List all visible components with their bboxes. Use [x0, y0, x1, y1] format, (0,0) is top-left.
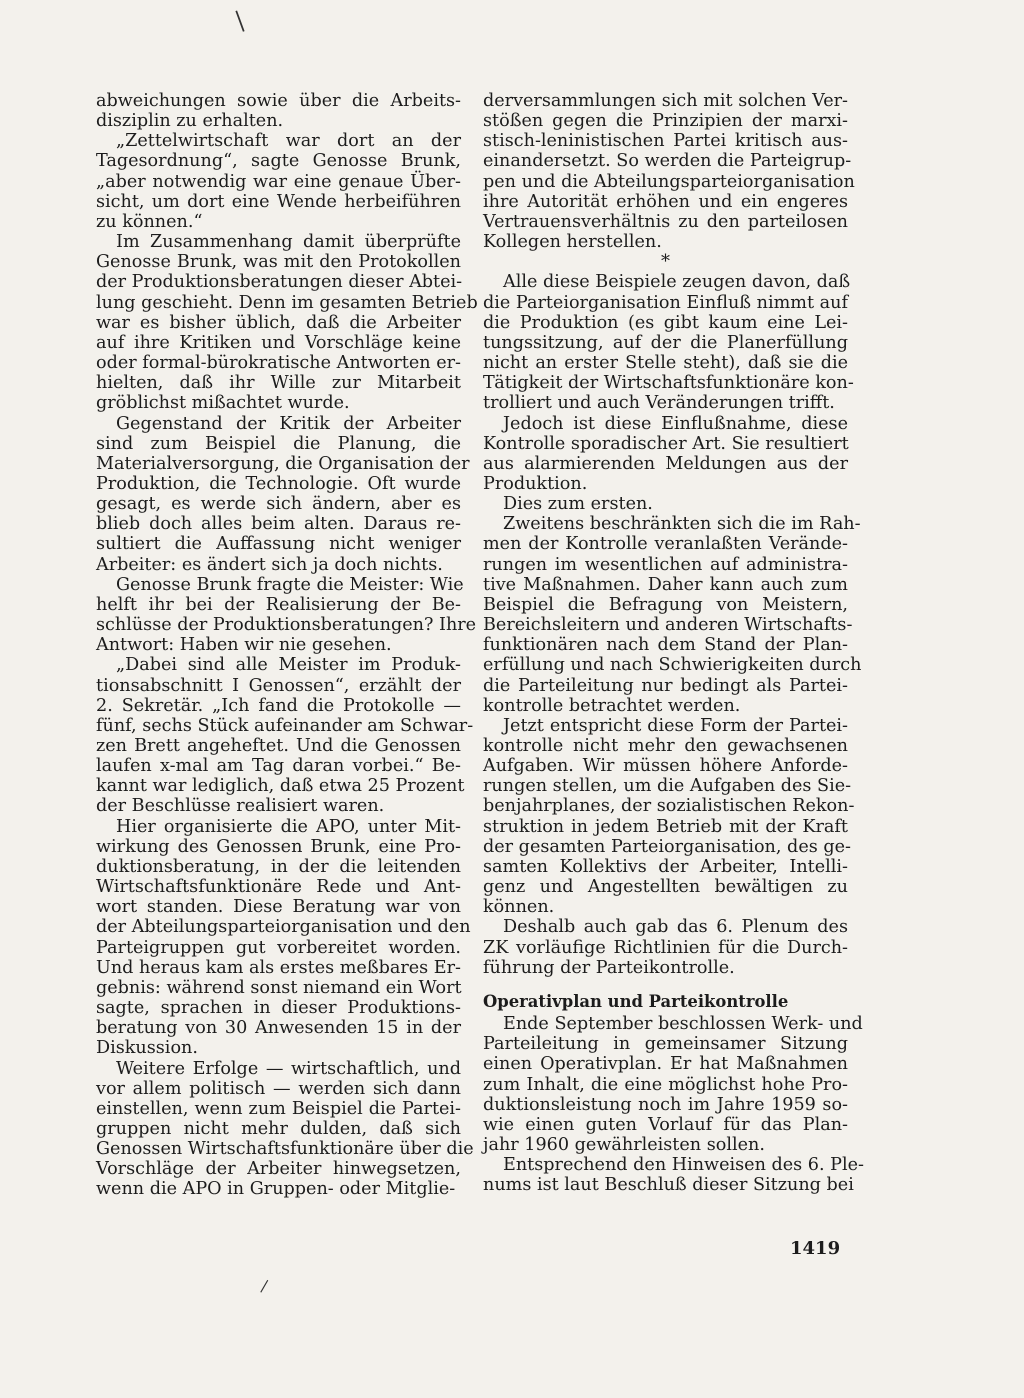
paragraph [96, 816, 471, 1059]
paragraph [483, 494, 848, 514]
text-line: Entsprechend den Hinweisen des 6. Ple- [503, 1155, 864, 1176]
text-line: Produktion. [483, 473, 588, 494]
text-line: benjahrplanes, der sozialistischen Rekon- [483, 796, 855, 817]
text-line: Jetzt entspricht diese Form der Partei- [503, 715, 848, 736]
text-line: sind zum Beispiel die Planung, die [96, 433, 461, 454]
text-line: laufen x-mal am Tag daran vorbei.“ Be- [96, 756, 461, 777]
text-line: stisch-leninistischen Partei kritisch aus- [483, 131, 848, 152]
text-line: Jedoch ist diese Einflußnahme, diese [503, 413, 848, 434]
text-line: schlüsse der Produktionsberatungen? Ihre [96, 615, 477, 636]
paragraph [96, 413, 470, 575]
text-line: beratung von 30 Anwesenden 15 in der [96, 1018, 461, 1039]
text-line: duktionsleistung noch im Jahre 1959 so- [483, 1094, 848, 1115]
paragraph [96, 1058, 474, 1200]
text-line: stößen gegen die Prinzipien der marxi- [483, 111, 848, 132]
text-line: rungen stellen, um die Aufgaben des Sie- [483, 776, 852, 797]
text-line: zu können.“ [96, 211, 203, 232]
text-line: Kontrolle sporadischer Art. Sie resultiert [483, 433, 849, 454]
text-line: Genosse Brunk, was mit den Protokollen [96, 252, 461, 273]
paragraph [483, 272, 854, 414]
text-line: der gesamten Parteiorganisation, des ge- [483, 836, 851, 857]
text-line: kontrolle nicht mehr den gewachsenen [483, 736, 848, 756]
text-line: Kollegen herstellen. [483, 232, 662, 253]
text-line: „Dabei sind alle Meister im Produk- [116, 655, 461, 676]
text-line: „Zettelwirtschaft war dort an der [116, 131, 461, 152]
text-line: sultiert die Auffassung nicht weniger [96, 534, 461, 555]
text-line: der Produktionsberatungen dieser Abtei- [96, 272, 463, 293]
text-line: gesagt, es werde sich ändern, aber es [96, 494, 461, 515]
text-line: Weitere Erfolge — wirtschaftlich, und [116, 1058, 461, 1079]
text-line: men der Kontrolle veranlaßten Verände- [483, 534, 848, 555]
text-line: duktionsberatung, in der die leitenden [96, 856, 461, 877]
text-line: Im Zusammenhang damit überprüfte [116, 232, 461, 253]
paragraph [96, 131, 461, 232]
paragraph [96, 574, 477, 656]
text-line: 2. Sekretär. „Ich fand die Protokolle — [96, 695, 461, 716]
text-line: können. [483, 897, 555, 918]
text-line: einandersetzt. So werden die Parteigrup- [483, 151, 852, 172]
paragraph [96, 91, 461, 131]
text-line: erfüllung und nach Schwierigkeiten durch [483, 655, 862, 676]
text-line: Tätigkeit der Wirtschaftsfunktionäre kon- [483, 373, 854, 394]
text-line: wort standen. Diese Beratung war von [96, 897, 461, 918]
paragraph [96, 232, 478, 414]
text-line: die Produktion (es gibt kaum eine Lei- [483, 312, 848, 333]
text-line: einstellen, wenn zum Beispiel die Partei- [96, 1098, 461, 1119]
text-line: Tagesordnung“, sagte Genosse Brunk, [96, 151, 461, 172]
text-line: die Parteileitung nur bedingt als Partei- [483, 675, 848, 696]
text-line: Arbeiter: es ändert sich ja doch nichts. [96, 554, 443, 575]
text-line: sicht, um dort eine Wende herbeiführen [96, 191, 461, 212]
text-line: Hier organisierte die APO, unter Mit- [116, 816, 461, 837]
text-line: samten Kollektivs der Arbeiter, Intelli- [483, 856, 848, 877]
paragraph [483, 1014, 863, 1155]
text-line: rungen im wesentlichen auf administra- [483, 554, 848, 575]
text-line: sagte, sprachen in dieser Produktions- [96, 998, 461, 1019]
text-line: Diskussion. [96, 1038, 198, 1059]
text-line: Dies zum ersten. [503, 494, 653, 515]
scan-mark: | [231, 7, 248, 34]
text-line: Alle diese Beispiele zeugen davon, daß [503, 272, 851, 293]
text-line: kontrolle betrachtet werden. [483, 695, 741, 716]
text-line: Aufgaben. Wir müssen höhere Anforde- [483, 756, 848, 777]
text-line: der Abteilungsparteiorganisation und den [96, 917, 471, 938]
text-line: Ende September beschlossen Werk- und [503, 1014, 863, 1035]
text-line: Genosse Brunk fragte die Meister: Wie [116, 574, 464, 595]
text-line: Gegenstand der Kritik der Arbeiter [116, 413, 461, 434]
text-line: aus alarmierenden Meldungen aus der [483, 453, 848, 474]
text-line: „aber notwendig war eine genaue Über- [96, 171, 461, 192]
text-line: ihre Autorität erhöhen und ein engeres [483, 191, 848, 212]
text-line: Und heraus kam als erstes meßbares Er- [96, 957, 461, 978]
text-line: pen und die Abteilungsparteiorganisation [483, 171, 855, 192]
page-number: 1419 [790, 1238, 841, 1259]
text-line: auf ihre Kritiken und Vorschläge keine [96, 332, 461, 353]
text-line: vor allem politisch — werden sich dann [96, 1078, 461, 1099]
section-divider: * [661, 251, 670, 273]
text-line: derversammlungen sich mit solchen Ver- [483, 91, 848, 111]
section-heading: Operativplan und Parteikontrolle [483, 991, 789, 1011]
text-line: die Parteiorganisation Einfluß nimmt auf [483, 292, 848, 313]
paragraph [483, 514, 862, 716]
right-column-top [483, 91, 855, 253]
text-line: jahr 1960 gewährleisten sollen. [483, 1134, 765, 1155]
text-line: hielten, daß ihr Wille zur Mitarbeit [96, 373, 461, 394]
text-line: zum Inhalt, die eine möglichst hohe Pro- [483, 1074, 848, 1095]
text-line: gruppen nicht mehr dulden, daß sich [96, 1118, 461, 1139]
text-line: tive Maßnahmen. Daher kann auch zum [483, 574, 848, 595]
text-line: fünf, sechs Stück aufeinander am Schwar- [96, 715, 474, 736]
right-column-bottom [483, 1014, 864, 1196]
paragraph [96, 655, 474, 817]
scan-mark: | [258, 1277, 271, 1295]
paragraph [483, 414, 848, 495]
text-line: Antwort: Haben wir nie gesehen. [96, 635, 392, 656]
text-line: Vorschläge der Arbeiter hinwegsetzen, [96, 1159, 461, 1180]
text-line: blieb doch alles beim alten. Daraus re- [96, 514, 461, 535]
text-line: oder formal-bürokratische Antworten er- [96, 353, 461, 374]
text-line: Vertrauensverhältnis zu den parteilosen [483, 211, 848, 232]
text-line: Bereichsleitern und anderen Wirtschafts- [483, 615, 853, 636]
text-line: wenn die APO in Gruppen- oder Mitglie- [96, 1179, 456, 1200]
paragraph [483, 1155, 864, 1196]
text-line: nums ist laut Beschluß dieser Sitzung bei [483, 1175, 854, 1196]
text-line: war es bisher üblich, daß die Arbeiter [96, 312, 461, 333]
text-line: kannt war lediglich, daß etwa 25 Prozent [96, 776, 465, 797]
text-line: funktionären nach dem Stand der Plan- [483, 635, 848, 656]
text-line: tungssitzung, auf der die Planerfüllung [483, 332, 848, 353]
text-line: gebnis: während sonst niemand ein Wort [96, 977, 462, 998]
text-line: nicht an erster Stelle steht), daß sie die [483, 353, 848, 374]
paragraph [483, 715, 855, 918]
text-line: gröblichst mißachtet wurde. [96, 393, 350, 414]
left-column [96, 91, 478, 1200]
text-line: führung der Parteikontrolle. [483, 957, 735, 978]
text-line: Produktion, die Technologie. Oft wurde [96, 473, 461, 494]
text-line: Wirtschaftsfunktionäre Rede und Ant- [96, 877, 461, 898]
right-column [483, 91, 864, 1196]
text-line: genz und Angestellten bewältigen zu [483, 877, 848, 898]
text-line: Genossen Wirtschaftsfunktionäre über die [96, 1139, 474, 1160]
text-line: abweichungen sowie über die Arbeits- [96, 91, 461, 111]
text-line: lung geschieht. Denn im gesamten Betrieb [96, 292, 478, 313]
text-line: Deshalb auch gab das 6. Plenum des [503, 917, 848, 938]
text-line: Materialversorgung, die Organisation der [96, 453, 470, 474]
text-line: zen Brett angeheftet. Und die Genossen [96, 736, 461, 756]
text-line: Beispiel die Befragung von Meistern, [483, 594, 848, 615]
text-line: der Beschlüsse realisiert waren. [96, 796, 385, 817]
text-line: wie einen guten Vorlauf für das Plan- [483, 1114, 848, 1135]
right-column-middle [483, 272, 862, 978]
text-line: struktion in jedem Betrieb mit der Kraft [483, 816, 848, 837]
paragraph [483, 91, 855, 253]
text-line: ZK vorläufige Richtlinien für die Durch- [483, 937, 848, 958]
text-line: einen Operativplan. Er hat Maßnahmen [483, 1054, 848, 1075]
paragraph [483, 917, 848, 977]
text-line: Parteileitung in gemeinsamer Sitzung [483, 1034, 848, 1055]
text-line: Zweitens beschränkten sich die im Rah- [503, 514, 861, 535]
text-line: wirkung des Genossen Brunk, eine Pro- [96, 836, 461, 857]
text-line: trolliert und auch Veränderungen trifft. [483, 393, 835, 414]
text-line: disziplin zu erhalten. [96, 111, 284, 132]
text-line: tionsabschnitt I Genossen“, erzählt der [96, 675, 461, 696]
text-line: Parteigruppen gut vorbereitet worden. [96, 937, 461, 958]
text-line: helft ihr bei der Realisierung der Be- [96, 594, 461, 615]
